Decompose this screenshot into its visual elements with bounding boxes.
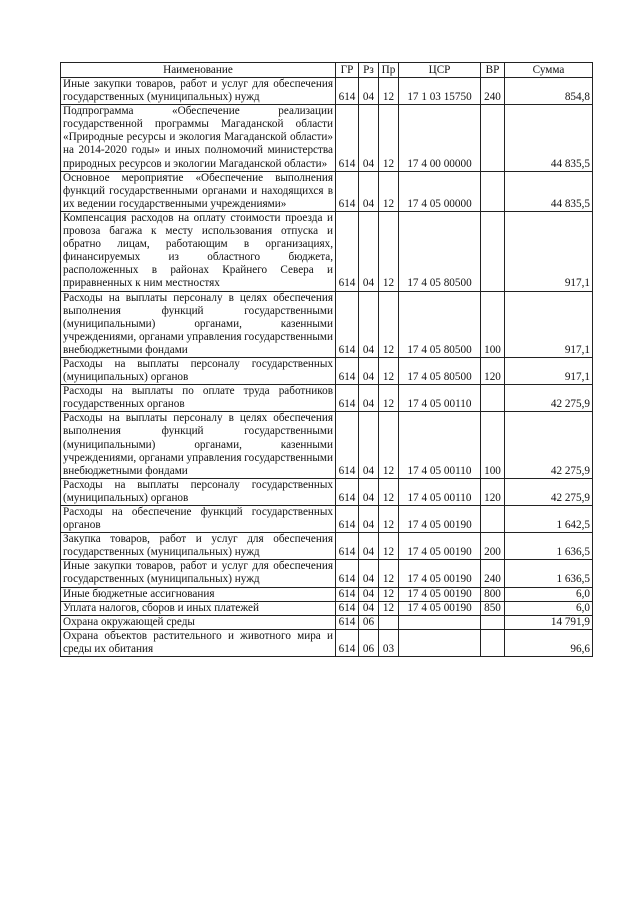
- cell-sum: 44 835,5: [505, 171, 593, 211]
- cell-name: Охрана объектов растительного и животного мира и среды их обитания: [61, 629, 336, 656]
- cell-name: Расходы на выплаты по оплате труда работников государственных органов: [61, 385, 336, 412]
- cell-sum: 42 275,9: [505, 385, 593, 412]
- cell-gr: 614: [336, 533, 359, 560]
- cell-sum: 42 275,9: [505, 478, 593, 505]
- cell-name: Закупка товаров, работ и услуг для обеспечения государственных (муниципальных) нужд: [61, 533, 336, 560]
- cell-name: Иные закупки товаров, работ и услуг для обеспечения государственных (муниципальных) нужд: [61, 78, 336, 105]
- cell-vr: [481, 105, 505, 171]
- cell-csr: 17 4 05 80500: [399, 291, 481, 357]
- cell-sum: 917,1: [505, 291, 593, 357]
- table-body: [61, 78, 593, 657]
- table-header: [61, 63, 593, 78]
- cell-pr: 12: [379, 78, 399, 105]
- cell-name: Расходы на выплаты персоналу в целях обеспечения выполнения функций государственными (муниципальными) органами, казенными учреждениями, органами управления государственными внебюджетными фондами: [61, 412, 336, 478]
- header-csr: ЦСР: [399, 63, 481, 78]
- cell-rz: 04: [359, 412, 379, 478]
- table-row: [61, 105, 593, 171]
- cell-rz: 04: [359, 78, 379, 105]
- cell-sum: 42 275,9: [505, 412, 593, 478]
- cell-gr: 614: [336, 478, 359, 505]
- cell-gr: 614: [336, 629, 359, 656]
- cell-name: Охрана окружающей среды: [61, 615, 336, 629]
- cell-vr: 120: [481, 357, 505, 384]
- header-gr: ГР: [336, 63, 359, 78]
- cell-csr: 17 4 05 00110: [399, 478, 481, 505]
- cell-name: Расходы на выплаты персоналу государственных (муниципальных) органов: [61, 357, 336, 384]
- cell-sum: 44 835,5: [505, 105, 593, 171]
- cell-gr: 614: [336, 506, 359, 533]
- header-row: [61, 63, 593, 78]
- table-row: [61, 587, 593, 601]
- table-row: [61, 506, 593, 533]
- cell-pr: 12: [379, 587, 399, 601]
- cell-sum: 1 636,5: [505, 533, 593, 560]
- cell-vr: [481, 615, 505, 629]
- cell-rz: 04: [359, 478, 379, 505]
- cell-pr: 03: [379, 629, 399, 656]
- cell-gr: 614: [336, 412, 359, 478]
- table-row: [61, 357, 593, 384]
- cell-csr: 17 4 05 00110: [399, 412, 481, 478]
- cell-gr: 614: [336, 105, 359, 171]
- cell-gr: 614: [336, 78, 359, 105]
- cell-gr: 614: [336, 385, 359, 412]
- cell-pr: 12: [379, 412, 399, 478]
- cell-csr: [399, 615, 481, 629]
- cell-vr: 800: [481, 587, 505, 601]
- cell-rz: 04: [359, 171, 379, 211]
- cell-rz: 04: [359, 357, 379, 384]
- cell-pr: 12: [379, 385, 399, 412]
- cell-pr: 12: [379, 601, 399, 615]
- cell-name: Подпрограмма «Обеспечение реализации государственной программы Магаданской области «Природные ресурсы и экология Магаданской области» на 2014-2020 годы» и иных полномочий министерства природных ресурсов и экологии Магаданской области»: [61, 105, 336, 171]
- cell-pr: 12: [379, 533, 399, 560]
- cell-sum: 1 636,5: [505, 560, 593, 587]
- cell-name: Уплата налогов, сборов и иных платежей: [61, 601, 336, 615]
- budget-table: [60, 62, 593, 657]
- cell-pr: 12: [379, 291, 399, 357]
- table-row: [61, 478, 593, 505]
- header-vr: ВР: [481, 63, 505, 78]
- cell-gr: 614: [336, 601, 359, 615]
- cell-vr: 100: [481, 291, 505, 357]
- cell-rz: 04: [359, 385, 379, 412]
- cell-name: Иные бюджетные ассигнования: [61, 587, 336, 601]
- cell-rz: 04: [359, 601, 379, 615]
- cell-name: Иные закупки товаров, работ и услуг для обеспечения государственных (муниципальных) нужд: [61, 560, 336, 587]
- cell-rz: 04: [359, 506, 379, 533]
- table-row: [61, 385, 593, 412]
- cell-rz: 04: [359, 533, 379, 560]
- cell-pr: 12: [379, 211, 399, 291]
- table-row: [61, 412, 593, 478]
- table-row: [61, 78, 593, 105]
- cell-gr: 614: [336, 171, 359, 211]
- cell-gr: 614: [336, 357, 359, 384]
- cell-csr: 17 4 05 00190: [399, 560, 481, 587]
- cell-csr: 17 4 05 00190: [399, 601, 481, 615]
- cell-csr: 17 4 05 00000: [399, 171, 481, 211]
- cell-name: Основное мероприятие «Обеспечение выполнения функций государственными органами и находящихся в их ведении государственными учреждениями»: [61, 171, 336, 211]
- table-row: [61, 171, 593, 211]
- cell-vr: [481, 506, 505, 533]
- cell-csr: 17 4 00 00000: [399, 105, 481, 171]
- table-row: [61, 629, 593, 656]
- cell-pr: 12: [379, 105, 399, 171]
- table-row: [61, 615, 593, 629]
- cell-gr: 614: [336, 560, 359, 587]
- cell-sum: 1 642,5: [505, 506, 593, 533]
- cell-sum: 6,0: [505, 587, 593, 601]
- cell-sum: 917,1: [505, 357, 593, 384]
- cell-name: Компенсация расходов на оплату стоимости проезда и провоза багажа к месту использования отпуска и обратно лицам, работающим в организациях, финансируемых из областного бюджета, расположенных в районах Крайнего Севера и приравненных к ним местностях: [61, 211, 336, 291]
- cell-csr: [399, 629, 481, 656]
- cell-rz: 04: [359, 291, 379, 357]
- cell-name: Расходы на выплаты персоналу государственных (муниципальных) органов: [61, 478, 336, 505]
- cell-rz: 06: [359, 615, 379, 629]
- cell-sum: 14 791,9: [505, 615, 593, 629]
- cell-sum: 854,8: [505, 78, 593, 105]
- cell-gr: 614: [336, 587, 359, 601]
- cell-pr: 12: [379, 357, 399, 384]
- cell-rz: 04: [359, 105, 379, 171]
- cell-vr: [481, 211, 505, 291]
- table-row: [61, 601, 593, 615]
- cell-csr: 17 4 05 00190: [399, 533, 481, 560]
- cell-csr: 17 1 03 15750: [399, 78, 481, 105]
- cell-sum: 6,0: [505, 601, 593, 615]
- table-row: [61, 533, 593, 560]
- cell-vr: [481, 385, 505, 412]
- cell-vr: 240: [481, 560, 505, 587]
- cell-csr: 17 4 05 80500: [399, 357, 481, 384]
- cell-vr: 200: [481, 533, 505, 560]
- header-sum: Сумма: [505, 63, 593, 78]
- cell-csr: 17 4 05 00110: [399, 385, 481, 412]
- cell-gr: 614: [336, 291, 359, 357]
- table-row: [61, 291, 593, 357]
- cell-csr: 17 4 05 00190: [399, 506, 481, 533]
- cell-sum: 917,1: [505, 211, 593, 291]
- cell-rz: 04: [359, 560, 379, 587]
- cell-csr: 17 4 05 80500: [399, 211, 481, 291]
- cell-gr: 614: [336, 211, 359, 291]
- cell-rz: 06: [359, 629, 379, 656]
- cell-pr: 12: [379, 560, 399, 587]
- cell-rz: 04: [359, 587, 379, 601]
- cell-vr: 120: [481, 478, 505, 505]
- cell-csr: 17 4 05 00190: [399, 587, 481, 601]
- cell-rz: 04: [359, 211, 379, 291]
- table-row: [61, 211, 593, 291]
- cell-vr: 240: [481, 78, 505, 105]
- cell-gr: 614: [336, 615, 359, 629]
- cell-pr: [379, 615, 399, 629]
- cell-pr: 12: [379, 171, 399, 211]
- cell-vr: [481, 171, 505, 211]
- header-name: Наименование: [61, 63, 336, 78]
- table-row: [61, 560, 593, 587]
- cell-name: Расходы на обеспечение функций государственных органов: [61, 506, 336, 533]
- cell-pr: 12: [379, 506, 399, 533]
- cell-name: Расходы на выплаты персоналу в целях обеспечения выполнения функций государственными (муниципальными) органами, казенными учреждениями, органами управления государственными внебюджетными фондами: [61, 291, 336, 357]
- cell-vr: [481, 629, 505, 656]
- cell-pr: 12: [379, 478, 399, 505]
- cell-sum: 96,6: [505, 629, 593, 656]
- cell-vr: 100: [481, 412, 505, 478]
- header-rz: Рз: [359, 63, 379, 78]
- cell-vr: 850: [481, 601, 505, 615]
- header-pr: Пр: [379, 63, 399, 78]
